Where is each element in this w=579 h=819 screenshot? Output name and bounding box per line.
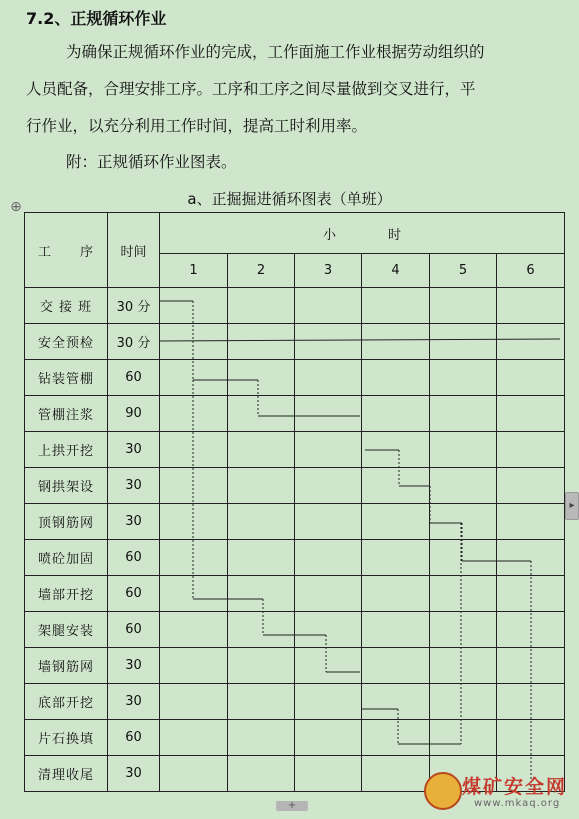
- process-name: 管棚注浆: [25, 396, 108, 432]
- hour-cell: [430, 396, 497, 432]
- hour-cell: [228, 612, 295, 648]
- hour-6: 6: [497, 254, 565, 288]
- hour-cell: [362, 396, 430, 432]
- site-watermark: [424, 772, 574, 814]
- hour-cell: [362, 684, 430, 720]
- cycle-schedule-table: [24, 212, 565, 792]
- hour-cell: [497, 468, 565, 504]
- hour-cell: [295, 468, 362, 504]
- table-row: [25, 396, 565, 432]
- table-row: [25, 576, 565, 612]
- table-row: [25, 468, 565, 504]
- hour-cell: [160, 576, 228, 612]
- hour-cell: [362, 360, 430, 396]
- hour-cell: [228, 360, 295, 396]
- hour-cell: [362, 540, 430, 576]
- hour-cell: [430, 468, 497, 504]
- hour-cell: [430, 360, 497, 396]
- hour-cell: [228, 648, 295, 684]
- hour-5: 5: [430, 254, 497, 288]
- hour-cell: [430, 504, 497, 540]
- hour-cell: [228, 396, 295, 432]
- process-name: 钻装管棚: [25, 360, 108, 396]
- hour-cell: [430, 432, 497, 468]
- hour-cell: [295, 360, 362, 396]
- hour-cell: [430, 288, 497, 324]
- paragraph-line-1: 为确保正规循环作业的完成，工作面施工作业根据劳动组织的: [66, 43, 485, 61]
- hour-cell: [497, 288, 565, 324]
- watermark-logo-icon: [424, 772, 462, 810]
- hour-cell: [497, 540, 565, 576]
- process-name: 架腿安装: [25, 612, 108, 648]
- process-time: 60: [108, 720, 160, 756]
- hour-2: 2: [228, 254, 295, 288]
- hour-cell: [160, 612, 228, 648]
- process-name: 喷砼加固: [25, 540, 108, 576]
- hour-cell: [430, 720, 497, 756]
- hour-cell: [362, 612, 430, 648]
- hour-cell: [497, 360, 565, 396]
- hour-3: 3: [295, 254, 362, 288]
- hour-4: 4: [362, 254, 430, 288]
- process-time: 30: [108, 468, 160, 504]
- hour-cell: [295, 648, 362, 684]
- hour-cell: [295, 396, 362, 432]
- process-name: 上拱开挖: [25, 432, 108, 468]
- process-time: 30: [108, 432, 160, 468]
- table-row: [25, 504, 565, 540]
- hour-cell: [362, 756, 430, 792]
- process-name: 墙部开挖: [25, 576, 108, 612]
- process-name: 墙钢筋网: [25, 648, 108, 684]
- hour-cell: [160, 432, 228, 468]
- process-time: 60: [108, 576, 160, 612]
- hour-cell: [430, 684, 497, 720]
- hour-cell: [497, 324, 565, 360]
- process-name: 安全预检: [25, 324, 108, 360]
- process-name: 交 接 班: [25, 288, 108, 324]
- hour-cell: [430, 324, 497, 360]
- hour-cell: [160, 684, 228, 720]
- watermark-url: www.mkaq.org: [474, 798, 561, 809]
- hour-cell: [497, 720, 565, 756]
- hour-cell: [497, 396, 565, 432]
- table-resize-handle[interactable]: +: [276, 801, 308, 811]
- process-name: 顶钢筋网: [25, 504, 108, 540]
- hour-cell: [430, 576, 497, 612]
- hour-cell: [295, 432, 362, 468]
- hour-cell: [228, 576, 295, 612]
- hour-cell: [295, 612, 362, 648]
- hour-cell: [228, 468, 295, 504]
- hour-cell: [295, 540, 362, 576]
- hour-cell: [295, 576, 362, 612]
- table-caption: a、正掘掘进循环图表（单班）: [187, 190, 392, 208]
- header-process: 工 序: [25, 213, 108, 288]
- process-time: 60: [108, 540, 160, 576]
- table-row: [25, 324, 565, 360]
- hour-cell: [160, 396, 228, 432]
- table-row: [25, 720, 565, 756]
- hour-1: 1: [160, 254, 228, 288]
- process-time: 60: [108, 612, 160, 648]
- table-row: [25, 360, 565, 396]
- hour-cell: [228, 288, 295, 324]
- process-time: 30 分: [108, 288, 160, 324]
- hour-cell: [430, 648, 497, 684]
- process-time: 30: [108, 684, 160, 720]
- hour-cell: [228, 756, 295, 792]
- hour-cell: [295, 504, 362, 540]
- hour-cell: [362, 576, 430, 612]
- process-time: 30: [108, 756, 160, 792]
- section-heading: 7.2、正规循环作业: [26, 9, 167, 28]
- hour-cell: [497, 612, 565, 648]
- table-row: [25, 540, 565, 576]
- hour-cell: [160, 720, 228, 756]
- process-name: 片石换填: [25, 720, 108, 756]
- table-row: [25, 684, 565, 720]
- hour-cell: [497, 648, 565, 684]
- hour-cell: [295, 324, 362, 360]
- process-name: 底部开挖: [25, 684, 108, 720]
- hour-cell: [430, 540, 497, 576]
- hour-cell: [430, 612, 497, 648]
- scroll-right-handle[interactable]: ▸: [565, 492, 579, 520]
- hour-cell: [497, 684, 565, 720]
- hour-cell: [295, 756, 362, 792]
- hour-cell: [228, 324, 295, 360]
- paragraph-line-3: 行作业，以充分利用工作时间，提高工时利用率。: [26, 117, 368, 135]
- table-move-handle-icon[interactable]: ⊕: [10, 199, 22, 215]
- hour-cell: [160, 648, 228, 684]
- hour-cell: [160, 468, 228, 504]
- hour-cell: [362, 432, 430, 468]
- hour-cell: [362, 648, 430, 684]
- process-name: 清理收尾: [25, 756, 108, 792]
- hour-cell: [497, 576, 565, 612]
- hour-cell: [228, 540, 295, 576]
- header-time: 时间: [108, 213, 160, 288]
- hour-cell: [362, 468, 430, 504]
- hour-cell: [362, 324, 430, 360]
- table-row: [25, 432, 565, 468]
- watermark-title: 煤矿安全网: [462, 776, 568, 798]
- hour-cell: [160, 756, 228, 792]
- hour-cell: [497, 504, 565, 540]
- process-time: 60: [108, 360, 160, 396]
- hour-cell: [362, 504, 430, 540]
- table-row: [25, 288, 565, 324]
- hour-cell: [160, 504, 228, 540]
- hour-cell: [497, 432, 565, 468]
- process-time: 30 分: [108, 324, 160, 360]
- hour-cell: [228, 504, 295, 540]
- hour-cell: [295, 684, 362, 720]
- hour-cell: [362, 288, 430, 324]
- hour-cell: [160, 540, 228, 576]
- process-name: 钢拱架设: [25, 468, 108, 504]
- hour-cell: [228, 684, 295, 720]
- header-hours: 小 时: [160, 213, 565, 254]
- hour-cell: [160, 324, 228, 360]
- hour-cell: [160, 288, 228, 324]
- hour-cell: [295, 720, 362, 756]
- paragraph-line-2: 人员配备，合理安排工序。工序和工序之间尽量做到交叉进行，平: [26, 80, 476, 98]
- paragraph-attachment: 附：正规循环作业图表。: [66, 153, 237, 171]
- hour-cell: [295, 288, 362, 324]
- process-time: 90: [108, 396, 160, 432]
- hour-cell: [228, 432, 295, 468]
- hour-cell: [160, 360, 228, 396]
- process-time: 30: [108, 504, 160, 540]
- table-row: [25, 612, 565, 648]
- table-row: [25, 648, 565, 684]
- process-time: 30: [108, 648, 160, 684]
- hour-cell: [228, 720, 295, 756]
- hour-cell: [362, 720, 430, 756]
